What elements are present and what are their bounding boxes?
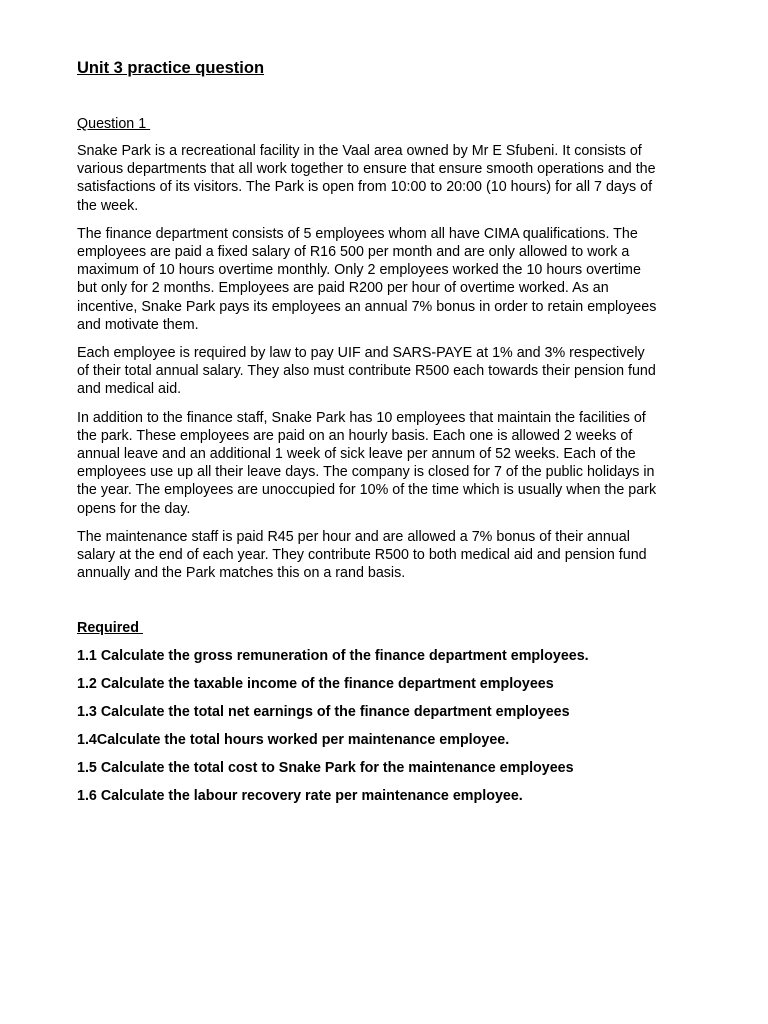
required-item: 1.1 Calculate the gross remuneration of the finance department employees. <box>77 648 589 665</box>
required-item: 1.2 Calculate the taxable income of the finance department employees <box>77 676 554 693</box>
paragraph-deductions: Each employee is required by law to pay UIF and SARS-PAYE at 1% and 3% respectively of their total annual salary. They also must contribute R500 each towards their pension fund and medical aid. <box>77 345 656 398</box>
required-item: 1.3 Calculate the total net earnings of the finance department employees <box>77 704 570 721</box>
required-heading: Required <box>77 620 143 637</box>
document-content <box>77 58 709 815</box>
question-heading: Question 1 <box>77 116 151 132</box>
paragraph-maintenance-pay: The maintenance staff is paid R45 per hour and are allowed a 7% bonus of their annual salary at the end of each year. They contribute R500 to both medical aid and pension fund annually and the Park matches this on a rand basis. <box>77 528 647 582</box>
required-item: 1.4Calculate the total hours worked per maintenance employee. <box>77 732 510 749</box>
document-title: Unit 3 practice question <box>77 59 265 77</box>
paragraph-maintenance-staff: In addition to the finance staff, Snake Park has 10 employees that maintain the facilities of the park. These employees are paid on an hourly basis. Each one is allowed 2 weeks of annual leave and an additional 1 week of sick leave per annum of 52 weeks. Each of the employees use up all their leave days. The company is closed for 7 of the public holidays in the year. The employees are unoccupied for 10% of the time which is usually when the park opens for the day. <box>77 409 657 517</box>
paragraph-intro: Snake Park is a recreational facility in the Vaal area owned by Mr E Sfubeni. It consists of various departments that all work together to ensure that ensure smooth operations and the satisfactions of its visitors. The Park is open from 10:00 to 20:00 (10 hours) for all 7 days of the week. <box>77 143 656 214</box>
required-item: 1.6 Calculate the labour recovery rate per maintenance employee. <box>77 788 523 805</box>
required-item: 1.5 Calculate the total cost to Snake Park for the maintenance employees <box>77 760 574 777</box>
paragraph-finance-department: The finance department consists of 5 employees whom all have CIMA qualifications. The employees are paid a fixed salary of R16 500 per month and are only allowed to work a maximum of 10 hours overtime monthly. Only 2 employees worked the 10 hours overtime but only for 2 months. Employees are paid R200 per hour of overtime worked. As an incentive, Snake Park pays its employees an annual 7% bonus in order to retain employees and motivate them. <box>77 225 657 333</box>
